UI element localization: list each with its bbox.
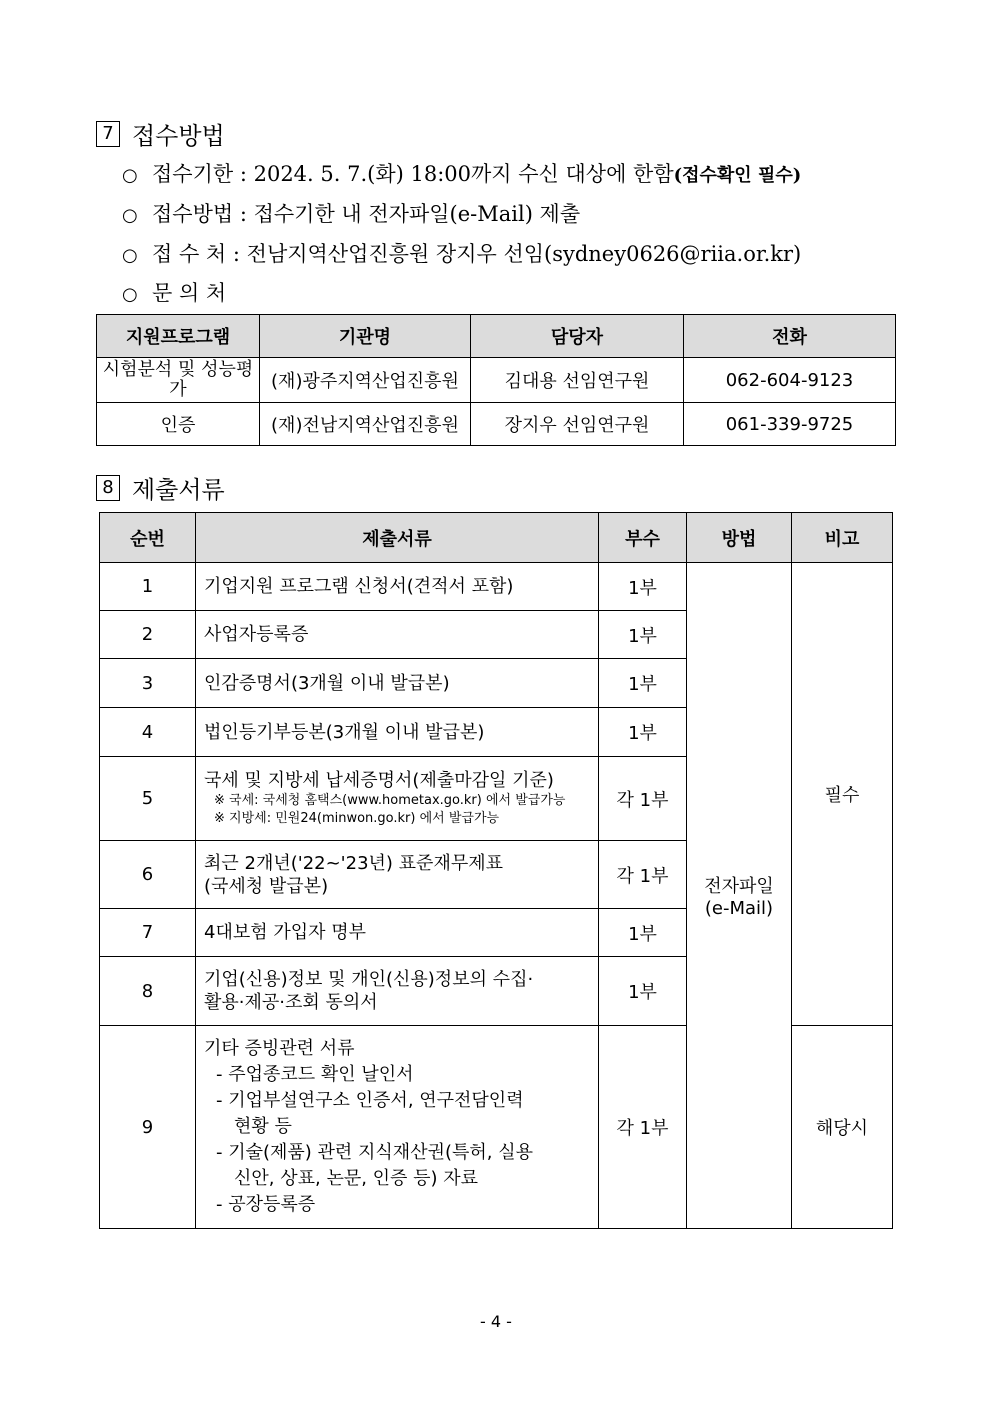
table-row: 4 법인등기부등본(3개월 이내 발급본) 1부: [100, 708, 893, 757]
contact-table: [96, 314, 896, 446]
circle-bullet-icon: ○: [122, 245, 138, 266]
remark-applicable: 해당시: [792, 1026, 893, 1229]
section-title: 접수방법: [132, 122, 225, 150]
table-row: 7 4대보험 가입자 명부 1부: [100, 909, 893, 957]
circle-bullet-icon: ○: [122, 165, 138, 186]
section-number: 8: [96, 475, 120, 501]
bullet-inquiry: ○ 문 의 처: [122, 281, 227, 305]
table-row: 인증 (재)전남지역산업진흥원 장지우 선임연구원 061-339-9725: [97, 403, 896, 446]
section-7-heading: [96, 116, 225, 151]
table-row: 시험분석 및 성능평가 (재)광주지역산업진흥원 김대용 선임연구원 062-604-9123: [97, 358, 896, 403]
section-title: 제출서류: [132, 476, 225, 504]
table-header-row: 지원프로그램 기관명 담당자 전화: [97, 315, 896, 358]
table-row: 6 최근 2개년('22~'23년) 표준재무제표 (국세청 발급본) 각 1부: [100, 841, 893, 909]
circle-bullet-icon: ○: [122, 284, 138, 305]
section-8-heading: [96, 470, 225, 505]
table-row: 5 국세 및 지방세 납세증명서(제출마감일 기준) ※ 국세: 국세청 홈택스(www.hometax.go.kr) 에서 발급가능 ※ 지방세: 민원24(minwon.go.kr) 에서 발급가능 각 1부: [100, 757, 893, 841]
section-number: 7: [96, 121, 120, 147]
table-row: 9 기타 증빙관련 서류 - 주업종코드 확인 날인서 - 기업부설연구소 인증서, 연구전담인력 현황 등 - 기술(제품) 관련 지식재산권(특허, 실용 신안, 상표, 논문, 인증 등) 자료 - 공장등록증 각 1부 해당시: [100, 1026, 893, 1229]
table-row: 3 인감증명서(3개월 이내 발급본) 1부: [100, 659, 893, 708]
page-number: - 4 -: [480, 1312, 512, 1331]
table-header-row: 순번 제출서류 부수 방법 비고: [100, 513, 893, 563]
bullet-deadline: ○ 접수기한 : 2024. 5. 7.(화) 18:00까지 수신 대상에 한함(접수확인 필수): [122, 162, 802, 186]
circle-bullet-icon: ○: [122, 205, 138, 226]
table-row: 2 사업자등록증 1부: [100, 611, 893, 659]
table-row: 1 기업지원 프로그램 신청서(견적서 포함) 1부 전자파일 (e-Mail) 필수: [100, 563, 893, 611]
bullet-method: ○ 접수방법 : 접수기한 내 전자파일(e-Mail) 제출: [122, 202, 581, 226]
remark-required: 필수: [792, 563, 893, 1026]
method-cell: 전자파일 (e-Mail): [687, 563, 792, 1229]
documents-table: [99, 512, 893, 1229]
table-row: 8 기업(신용)정보 및 개인(신용)정보의 수집· 활용·제공·조회 동의서 1부: [100, 957, 893, 1026]
bullet-receiver: ○ 접 수 처 : 전남지역산업진흥원 장지우 선임(sydney0626@riia.or.kr): [122, 242, 802, 266]
